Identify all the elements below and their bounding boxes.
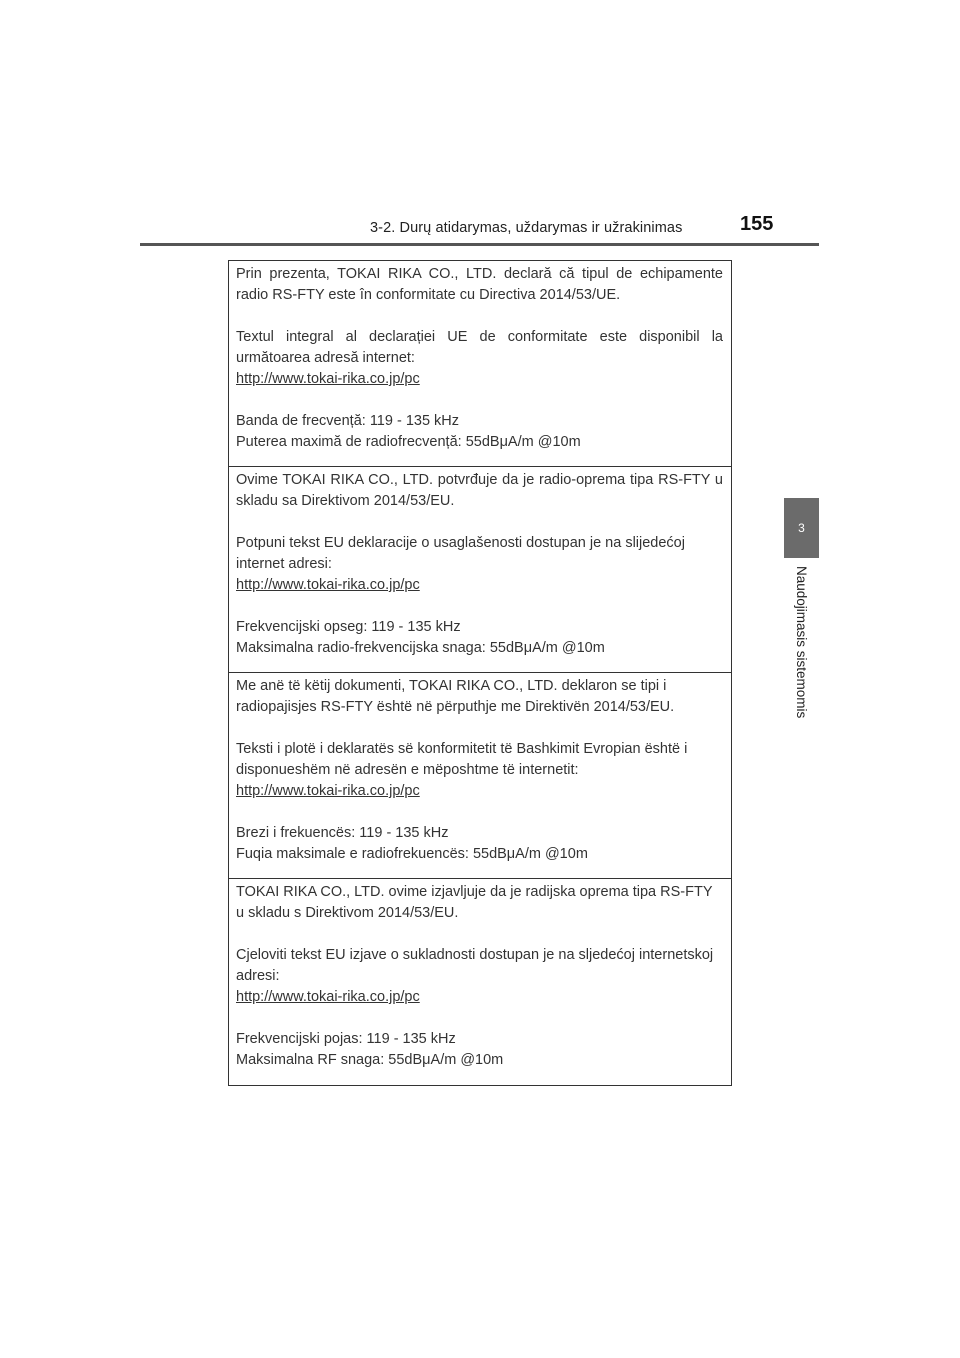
chapter-title: Naudojimasis sistemomis [794, 566, 809, 719]
max-power: Maksimalna radio-frekvencijska snaga: 55dBμA/m @10m [236, 640, 605, 656]
declaration-fulltext-note: Cjeloviti tekst EU izjave o sukladnosti dostupan je na sljedećoj internetskoj adresi: [236, 947, 714, 984]
chapter-tab [784, 498, 819, 558]
frequency-band: Brezi i frekuencës: 119 - 135 kHz [236, 825, 449, 841]
declaration-intro: Ovime TOKAI RIKA CO., LTD. potvrđuje da je radio-oprema tipa RS-FTY u skladu sa Direktivom 2014/53/EU. [236, 472, 723, 509]
declaration-fulltext-note: Textul integral al declarației UE de conformitate este disponibil la următoarea adresă internet: [236, 329, 723, 366]
declaration-intro: Prin prezenta, TOKAI RIKA CO., LTD. declară că tipul de echipamente radio RS-FTY este în conformitate cu Directiva 2014/53/UE. [236, 266, 723, 303]
declaration-url-link[interactable]: http://www.tokai-rika.co.jp/pc [236, 989, 420, 1005]
frequency-band: Frekvencijski pojas: 119 - 135 kHz [236, 1031, 456, 1047]
frequency-band: Banda de frecvență: 119 - 135 kHz [236, 413, 460, 429]
declaration-albanian [229, 673, 731, 879]
declaration-url-link[interactable]: http://www.tokai-rika.co.jp/pc [236, 371, 420, 387]
max-power: Puterea maximă de radiofrecvență: 55dBμA/m @10m [236, 434, 581, 450]
max-power: Maksimalna RF snaga: 55dBμA/m @10m [236, 1052, 504, 1068]
max-power: Fuqia maksimale e radiofrekuencës: 55dBμA/m @10m [236, 846, 588, 862]
declaration-url-link[interactable]: http://www.tokai-rika.co.jp/pc [236, 577, 420, 593]
chapter-number: 3 [798, 521, 805, 535]
declaration-intro: TOKAI RIKA CO., LTD. ovime izjavljuje da je radijska oprema tipa RS-FTY u skladu s Direktivom 2014/53/EU. [236, 884, 713, 921]
frequency-band: Frekvencijski opseg: 119 - 135 kHz [236, 619, 461, 635]
declaration-fulltext-note: Potpuni tekst EU deklaracije o usaglašenosti dostupan je na slijedećoj internet adresi: [236, 535, 685, 572]
page-number: 155 [740, 213, 774, 235]
declaration-romanian [229, 261, 731, 467]
declaration-url-link[interactable]: http://www.tokai-rika.co.jp/pc [236, 783, 420, 799]
section-title: 3-2. Durų atidarymas, uždarymas ir užrakinimas [370, 220, 683, 236]
header-divider [140, 243, 819, 246]
declaration-intro: Me anë të këtij dokumenti, TOKAI RIKA CO., LTD. deklaron se tipi i radiopajisjes RS-FTY është në përputhje me Direktivën 2014/53/EU. [236, 678, 675, 715]
declaration-fulltext-note: Teksti i plotë i deklaratës së konformitetit të Bashkimit Evropian është i disponueshëm në adresën e mëposhtme të internetit: [236, 741, 688, 778]
declaration-bosnian [229, 467, 731, 673]
declaration-croatian [229, 879, 731, 1085]
declaration-table [228, 260, 732, 1086]
